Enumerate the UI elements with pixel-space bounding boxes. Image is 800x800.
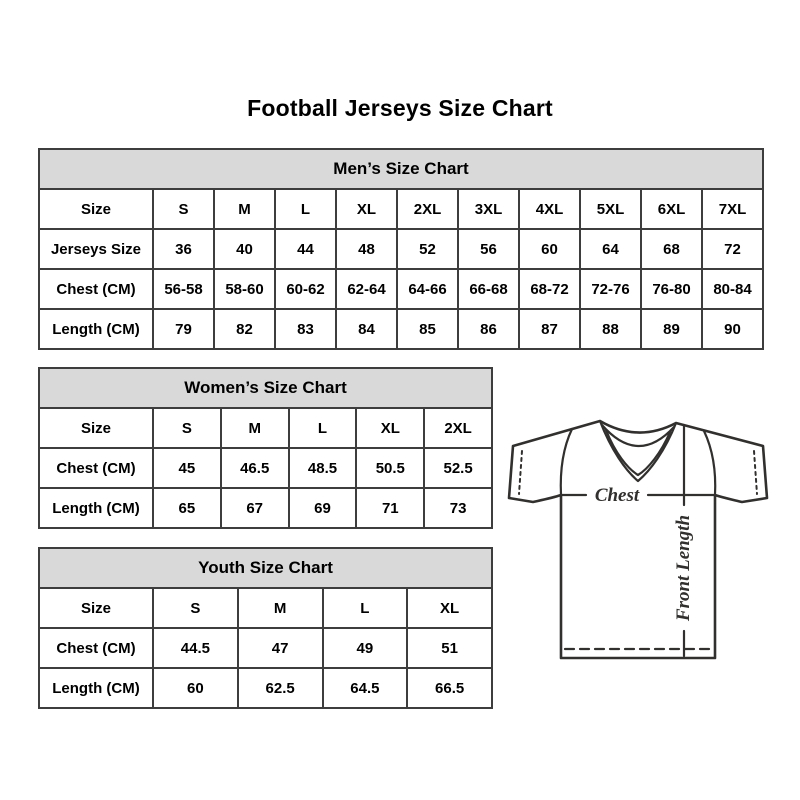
size-value-cell: 45	[153, 448, 221, 488]
size-value-cell: 60	[153, 668, 238, 708]
size-value-cell: 56-58	[153, 269, 214, 309]
size-value-cell: 65	[153, 488, 221, 528]
row-label: Chest (CM)	[39, 448, 153, 488]
size-value-cell: 60	[519, 229, 580, 269]
size-value-cell: M	[238, 588, 323, 628]
size-value-cell: 62.5	[238, 668, 323, 708]
size-value-cell: 68-72	[519, 269, 580, 309]
size-value-cell: L	[323, 588, 408, 628]
size-value-cell: 67	[221, 488, 289, 528]
size-value-cell: S	[153, 408, 221, 448]
size-value-cell: 3XL	[458, 189, 519, 229]
size-value-cell: 88	[580, 309, 641, 349]
size-value-cell: XL	[407, 588, 492, 628]
size-value-cell: 73	[424, 488, 492, 528]
size-value-cell: L	[289, 408, 357, 448]
size-value-cell: 80-84	[702, 269, 763, 309]
size-value-cell: 69	[289, 488, 357, 528]
table-row	[39, 309, 763, 349]
size-value-cell: 68	[641, 229, 702, 269]
size-value-cell: 51	[407, 628, 492, 668]
size-value-cell: 66-68	[458, 269, 519, 309]
left-cuff-stitch-dashed-line	[519, 451, 522, 494]
size-value-cell: 64.5	[323, 668, 408, 708]
youth-table-title: Youth Size Chart	[39, 548, 492, 588]
size-value-cell: 50.5	[356, 448, 424, 488]
page-title: Football Jerseys Size Chart	[247, 95, 553, 121]
size-value-cell: 44.5	[153, 628, 238, 668]
size-value-cell: 62-64	[336, 269, 397, 309]
table-row	[39, 448, 492, 488]
size-value-cell: 40	[214, 229, 275, 269]
size-value-cell: 64	[580, 229, 641, 269]
chest-label: Chest	[594, 485, 640, 506]
size-value-cell: 72	[702, 229, 763, 269]
table-row	[39, 408, 492, 448]
right-armhole-seam	[704, 431, 715, 495]
size-value-cell: 48	[336, 229, 397, 269]
size-value-cell: 85	[397, 309, 458, 349]
size-value-cell: 64-66	[397, 269, 458, 309]
size-value-cell: 82	[214, 309, 275, 349]
size-value-cell: 84	[336, 309, 397, 349]
womens-table-title: Women’s Size Chart	[39, 368, 492, 408]
size-value-cell: 58-60	[214, 269, 275, 309]
size-value-cell: L	[275, 189, 336, 229]
size-value-cell: 52	[397, 229, 458, 269]
size-value-cell: 89	[641, 309, 702, 349]
size-value-cell: 46.5	[221, 448, 289, 488]
left-armhole-seam	[561, 429, 572, 495]
size-value-cell: 6XL	[641, 189, 702, 229]
size-value-cell: 71	[356, 488, 424, 528]
size-value-cell: M	[214, 189, 275, 229]
youth-size-table	[38, 547, 493, 709]
size-value-cell: 2XL	[424, 408, 492, 448]
mens-table-title: Men’s Size Chart	[39, 149, 763, 189]
size-value-cell: S	[153, 189, 214, 229]
table-row	[39, 189, 763, 229]
table-row	[39, 229, 763, 269]
size-value-cell: 90	[702, 309, 763, 349]
size-value-cell: 56	[458, 229, 519, 269]
size-value-cell: 4XL	[519, 189, 580, 229]
size-value-cell: M	[221, 408, 289, 448]
size-value-cell: 52.5	[424, 448, 492, 488]
size-value-cell: 76-80	[641, 269, 702, 309]
size-value-cell: 36	[153, 229, 214, 269]
size-value-cell: 66.5	[407, 668, 492, 708]
size-value-cell: 72-76	[580, 269, 641, 309]
size-value-cell: 87	[519, 309, 580, 349]
jersey-outline-shape	[509, 421, 767, 658]
size-value-cell: 49	[323, 628, 408, 668]
table-title-row	[39, 149, 763, 189]
row-label: Size	[39, 189, 153, 229]
size-value-cell: 48.5	[289, 448, 357, 488]
size-value-cell: 44	[275, 229, 336, 269]
size-value-cell: S	[153, 588, 238, 628]
row-label: Size	[39, 588, 153, 628]
right-cuff-stitch-dashed-line	[754, 451, 757, 494]
table-row	[39, 269, 763, 309]
size-value-cell: XL	[356, 408, 424, 448]
table-title-row	[39, 368, 492, 408]
row-label: Jerseys Size	[39, 229, 153, 269]
row-label: Length (CM)	[39, 668, 153, 708]
row-label: Length (CM)	[39, 488, 153, 528]
mens-size-table	[38, 148, 764, 350]
jersey-measurement-diagram	[500, 398, 782, 680]
front-length-label: Front Length	[673, 514, 694, 622]
size-value-cell: 7XL	[702, 189, 763, 229]
row-label: Size	[39, 408, 153, 448]
womens-size-table	[38, 367, 493, 529]
size-value-cell: 2XL	[397, 189, 458, 229]
row-label: Chest (CM)	[39, 269, 153, 309]
size-value-cell: 60-62	[275, 269, 336, 309]
table-row	[39, 668, 492, 708]
size-value-cell: 47	[238, 628, 323, 668]
size-value-cell: XL	[336, 189, 397, 229]
table-row	[39, 628, 492, 668]
size-value-cell: 83	[275, 309, 336, 349]
size-value-cell: 5XL	[580, 189, 641, 229]
size-value-cell: 86	[458, 309, 519, 349]
table-row	[39, 488, 492, 528]
size-value-cell: 79	[153, 309, 214, 349]
table-title-row	[39, 548, 492, 588]
row-label: Length (CM)	[39, 309, 153, 349]
collar-outer-v	[600, 421, 676, 481]
row-label: Chest (CM)	[39, 628, 153, 668]
table-row	[39, 588, 492, 628]
